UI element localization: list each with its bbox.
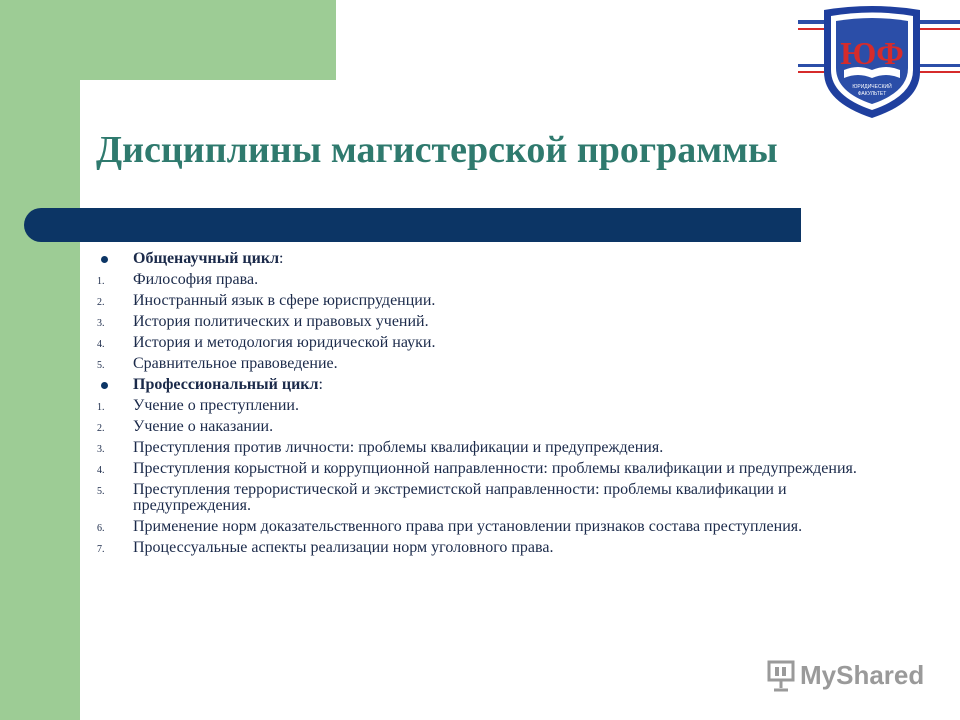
list-item-number: 5. bbox=[97, 360, 105, 371]
list-item bbox=[96, 398, 896, 414]
list-item-number: 2. bbox=[97, 423, 105, 434]
list-item bbox=[96, 461, 896, 477]
list-item-number: 3. bbox=[97, 444, 105, 455]
list-item-number: 4. bbox=[97, 465, 105, 476]
top-green-band bbox=[0, 0, 336, 80]
list-item-text: Процессуальные аспекты реализации норм уголовного права. bbox=[133, 539, 554, 556]
list-item-text: История политических и правовых учений. bbox=[133, 313, 429, 330]
section-heading-suffix: : bbox=[318, 376, 323, 393]
list-item-number: 5. bbox=[97, 486, 105, 497]
list-item-text: Философия права. bbox=[133, 271, 259, 288]
list-item-text: Иностранный язык в сфере юриспруденции. bbox=[133, 292, 436, 309]
list-item bbox=[96, 419, 896, 435]
list-item bbox=[96, 356, 896, 372]
list-item-text: История и методология юридической науки. bbox=[133, 334, 436, 351]
list-item-number: 7. bbox=[97, 544, 105, 555]
list-item bbox=[96, 314, 896, 330]
presentation-board-icon bbox=[769, 662, 793, 690]
bullet-icon bbox=[101, 382, 108, 389]
list-item-text: Сравнительное правоведение. bbox=[133, 355, 338, 372]
list-item-text: Учение о наказании. bbox=[133, 418, 274, 435]
list-item-number: 4. bbox=[97, 339, 105, 350]
left-green-band bbox=[0, 0, 80, 720]
list-item bbox=[96, 540, 896, 556]
list-item bbox=[96, 440, 896, 456]
logo-letters-text: ЮФ bbox=[840, 35, 904, 71]
list-item bbox=[96, 335, 896, 351]
list-item-number: 2. bbox=[97, 297, 105, 308]
list-item-text: Учение о преступлении. bbox=[133, 397, 299, 414]
bullet-icon bbox=[101, 256, 108, 263]
faculty-logo bbox=[798, 6, 960, 122]
list-item-text: Преступления против личности: проблемы квалификации и предупреждения. bbox=[133, 439, 664, 456]
title-underline-bar bbox=[24, 208, 801, 242]
list-item-number: 6. bbox=[97, 523, 105, 534]
logo-caption-line2: ФАКУЛЬТЕТ bbox=[857, 91, 887, 97]
logo-caption-line1: ЮРИДИЧЕСКИЙ bbox=[852, 84, 892, 90]
watermark-text: MyShared bbox=[800, 660, 925, 690]
list-item-text: Преступления террористической и экстремистской направленности: проблемы квалификации и предупреждения. bbox=[133, 481, 787, 514]
discipline-list bbox=[96, 251, 896, 561]
list-item-text: Преступления корыстной и коррупционной направленности: проблемы квалификации и предупреждения. bbox=[133, 460, 857, 477]
section-heading-suffix: : bbox=[279, 250, 284, 267]
list-item-number: 1. bbox=[97, 276, 105, 287]
section-heading-text: Общенаучный цикл bbox=[133, 250, 280, 267]
list-item bbox=[96, 482, 896, 514]
list-item-text: Применение норм доказательственного права при установлении признаков состава преступления. bbox=[133, 518, 803, 535]
section-heading-text: Профессиональный цикл bbox=[133, 376, 319, 393]
list-item-number: 1. bbox=[97, 402, 105, 413]
list-item-number: 3. bbox=[97, 318, 105, 329]
list-item bbox=[96, 519, 896, 535]
myshared-watermark bbox=[766, 656, 926, 696]
list-item bbox=[96, 272, 896, 288]
section-heading-general bbox=[96, 251, 896, 267]
slide-title: Дисциплины магистерской программы bbox=[96, 129, 778, 171]
section-heading-professional bbox=[96, 377, 896, 393]
list-item bbox=[96, 293, 896, 309]
